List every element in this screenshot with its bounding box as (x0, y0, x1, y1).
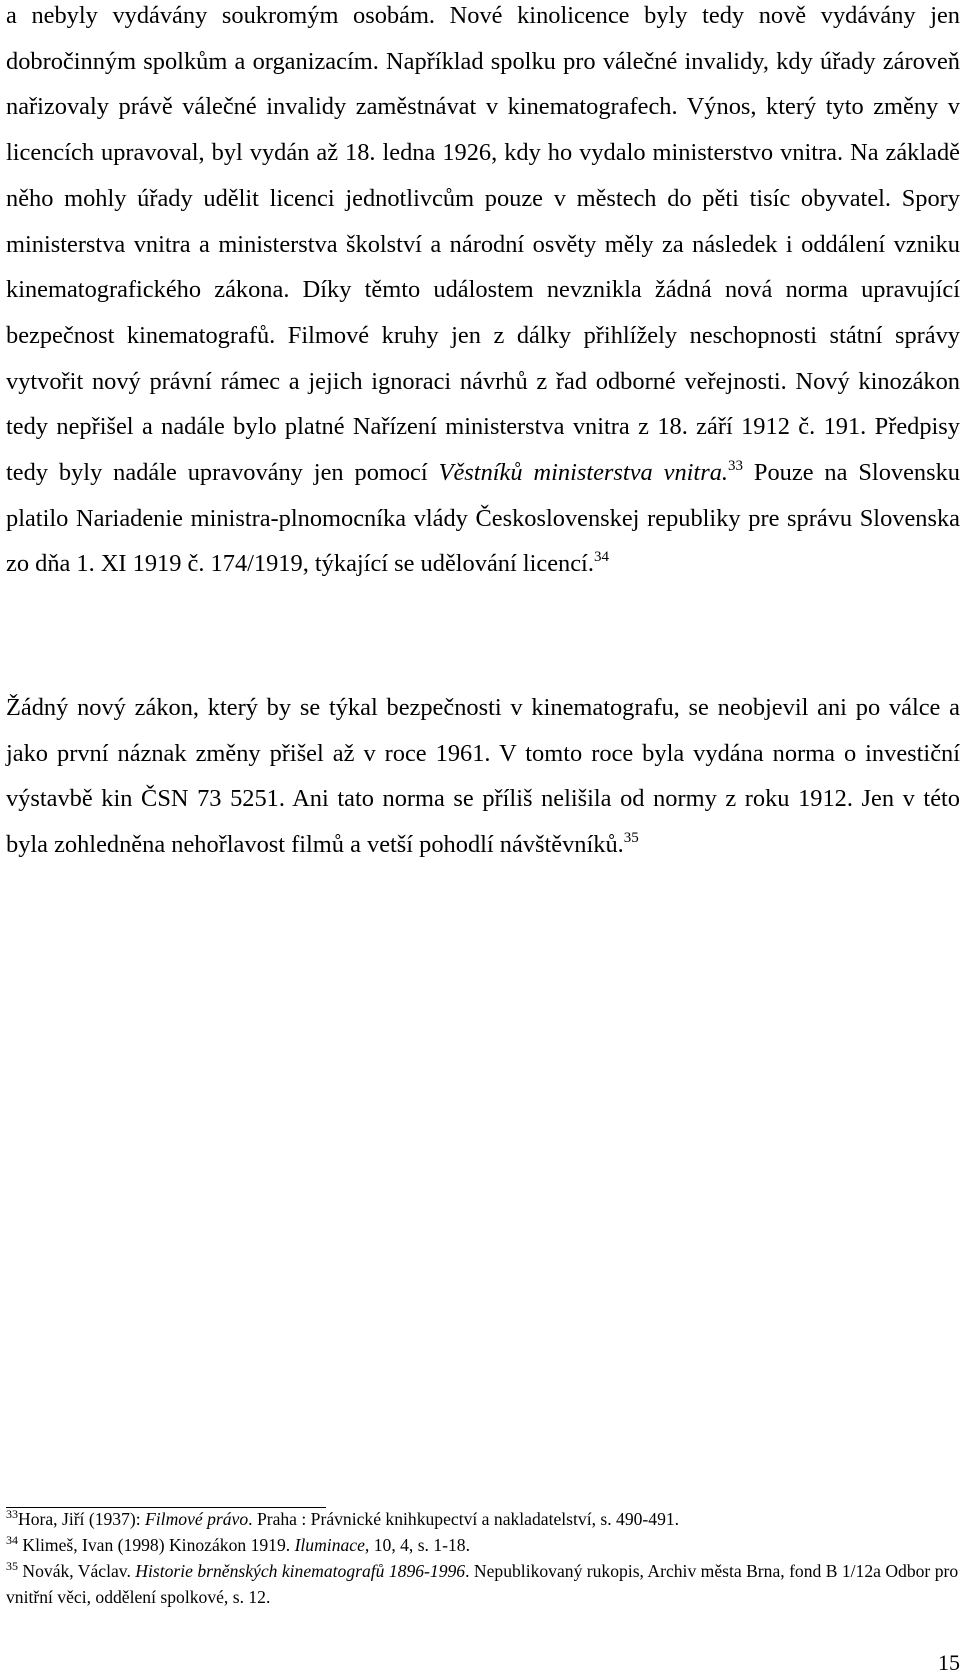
footnote-text-pre: Hora, Jiří (1937): (18, 1509, 146, 1529)
footnote-text-pre: Novák, Václav. (18, 1561, 136, 1581)
paragraph-1-italic-title: Věstníků ministerstva vnitra. (438, 459, 728, 487)
footnote-33 (6, 1506, 960, 1532)
footnote-text-post: . Praha : Právnické knihkupectví a nakladatelství, s. 490-491. (248, 1509, 680, 1529)
footnote-text-post: . Nepublikovaný rukopis, Archiv města Brna, fond B 1/12a Odbor pro vnitřní věci, oddělení spolkové, s. 12. (6, 1561, 959, 1607)
page-number: 15 (938, 1650, 960, 1675)
footnote-text-post: , 10, 4, s. 1-18. (364, 1535, 470, 1555)
paragraph-1-text-a: a nebyly vydávány soukromým osobám. Nové kinolicence byly tedy nově vydávány jen dobročinným spolkům a organizacím. Například spolku pro válečné invalidy, kdy úřady zároveň nařizovaly právě válečné invalidy zaměstnávat v kinematografech. Výnos, který tyto změny v licencích upravoval, byl vydán až 18. ledna 1926, kdy ho vydalo ministerstvo vnitra. Na základě něho mohly úřady udělit licenci jednotlivcům pouze v městech do pěti tisíc obyvatel. Spory ministerstva vnitra a ministerstva školství a národní osvěty měly za následek i oddálení vzniku kinematografického zákona. Díky těmto událostem nevznikla žádná nová norma upravující bezpečnost kinematografů. Filmové kruhy jen z dálky přihlížely neschopnosti státní správy vytvořit nový právní rámec a jejich ignoraci návrhů z řad odborné veřejnosti. Nový kinozákon tedy nepřišel a nadále bylo platné Nařízení ministerstva vnitra z 18. září 1912 č. 191. Předpisy tedy byly nadále upravovány jen pomocí (6, 2, 960, 487)
footnote-italic-title: Historie brněnských kinematografů 1896-1996 (135, 1561, 466, 1581)
footnote-ref-33[interactable]: 33 (728, 458, 743, 475)
footnote-ref-35[interactable]: 35 (623, 830, 639, 847)
footnote-ref-34[interactable]: 34 (593, 549, 609, 566)
paragraph-1-text-b: Pouze na Slovensku platilo Nariadenie ministra-plnomocníka vlády Československej republiky pre správu Slovenska zo dňa 1. XI 1919 č. 174/1919, týkající se udělování licencí. (6, 459, 960, 578)
body-paragraph-1 (6, 0, 960, 587)
footnote-italic-title: Filmové právo (145, 1509, 249, 1529)
footnote-number: 34 (6, 1533, 18, 1547)
footnote-number: 35 (6, 1559, 18, 1573)
paragraph-2-text: Žádný nový zákon, který by se týkal bezpečnosti v kinematografu, se neobjevil ani po válce a jako první náznak změny přišel až v roce 1961. V tomto roce byla vydána norma o investiční výstavbě kin ČSN 73 5251. Ani tato norma se příliš nelišila od normy z roku 1912. Jen v této byla zohledněna nehořlavost filmů a vetší pohodlí návštěvníků. (6, 694, 960, 859)
footnote-text-pre: Klimeš, Ivan (1998) Kinozákon 1919. (18, 1535, 295, 1555)
footnote-italic-title: Iluminace (294, 1535, 365, 1555)
footnote-35 (6, 1558, 960, 1610)
footnote-number: 33 (6, 1507, 18, 1521)
footnote-34 (6, 1532, 960, 1558)
body-paragraph-2 (6, 685, 960, 868)
